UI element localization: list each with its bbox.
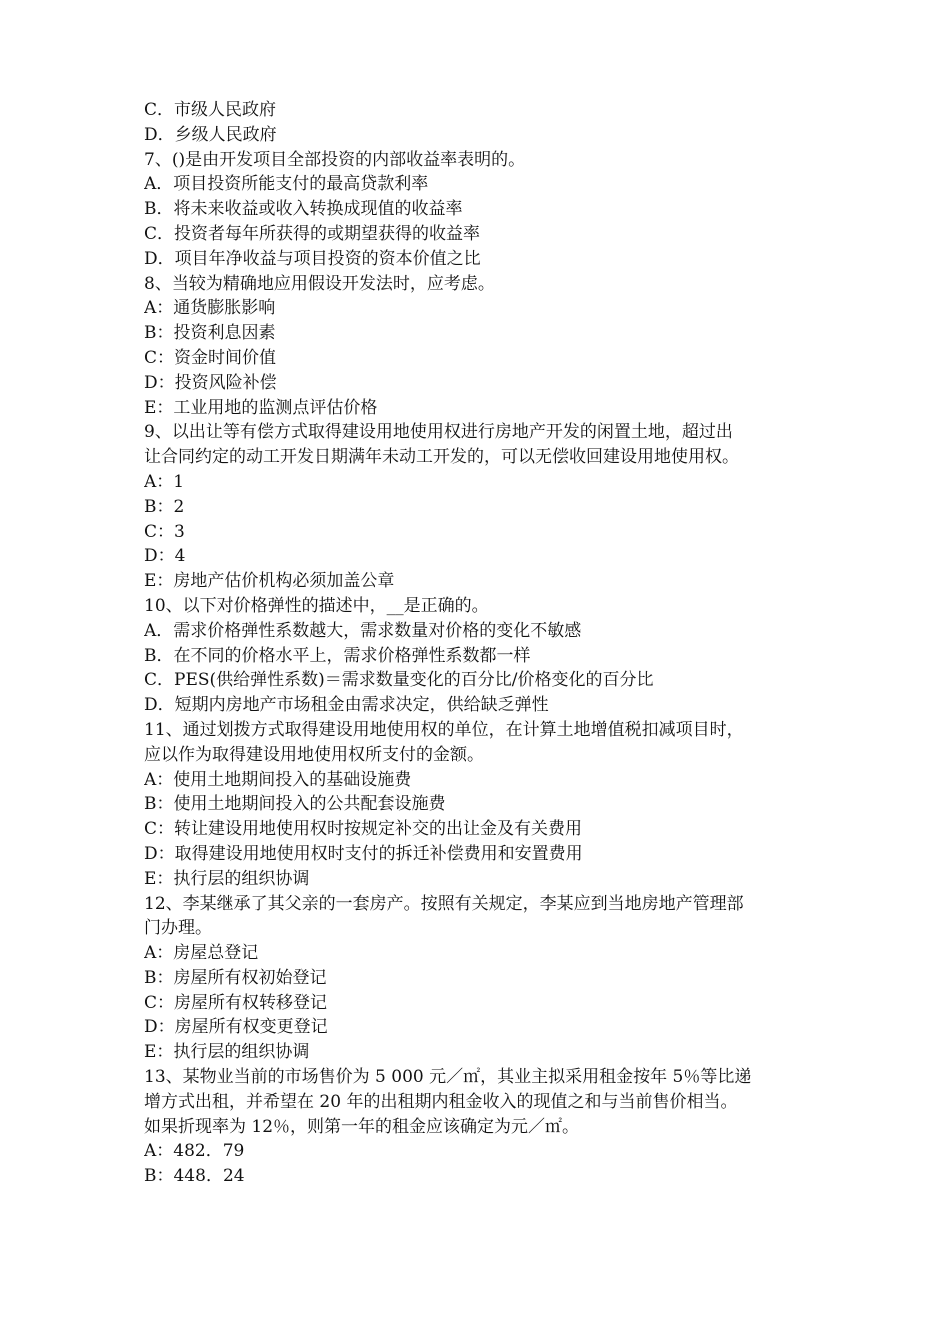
text-line: 12、李某继承了其父亲的一套房产。按照有关规定，李某应到当地房地产管理部 [144,893,744,914]
text-line: C：转让建设用地使用权时按规定补交的出让金及有关费用 [144,819,583,840]
text-line: C：3 [144,521,185,542]
text-line: A：房屋总登记 [144,943,259,964]
text-line: A：通货膨胀影响 [144,298,276,319]
text-line: B．将未来收益或收入转换成现值的收益率 [144,199,463,220]
text-line: 让合同约定的动工开发日期满年未动工开发的，可以无偿收回建设用地使用权。 [144,447,739,468]
text-line: 9、以出让等有偿方式取得建设用地使用权进行房地产开发的闲置土地，超过出 [144,422,733,443]
text-line: B．在不同的价格水平上，需求价格弹性系数都一样 [144,645,531,666]
text-line: 7、()是由开发项目全部投资的内部收益率表明的。 [144,149,526,170]
text-line: 应以作为取得建设用地使用权所支付的金额。 [144,744,484,765]
text-line: D．项目年净收益与项目投资的资本价值之比 [144,248,481,269]
text-line: E：工业用地的监测点评估价格 [144,397,378,418]
text-line: D．乡级人民政府 [144,124,277,145]
text-line: D．短期内房地产市场租金由需求决定，供给缺乏弹性 [144,695,549,716]
text-line: C：房屋所有权转移登记 [144,992,328,1013]
text-line: B：投资利息因素 [144,323,276,344]
text-line: E：执行层的组织协调 [144,1042,310,1063]
text-line: A：使用土地期间投入的基础设施费 [144,769,412,790]
text-line: 13、某物业当前的市场售价为 5 000 元／㎡，其业主拟采用租金按年 5％等比递 [144,1067,752,1088]
text-line: B：2 [144,496,185,517]
text-line: 10、以下对价格弹性的描述中，__是正确的。 [144,595,489,616]
text-line: C．PES(供给弹性系数)＝需求数量变化的百分比/价格变化的百分比 [144,670,654,691]
text-line: 如果折现率为 12％，则第一年的租金应该确定为元／㎡。 [144,1116,580,1137]
text-line: B：房屋所有权初始登记 [144,967,327,988]
text-line: 门办理。 [144,918,212,939]
text-line: C．投资者每年所获得的或期望获得的收益率 [144,223,481,244]
text-line: E：执行层的组织协调 [144,868,310,889]
text-line: C：资金时间价值 [144,347,277,368]
text-line: 增方式出租，并希望在 20 年的出租期内租金收入的现值之和与当前售价相当。 [144,1091,738,1112]
text-line: A．项目投资所能支付的最高贷款利率 [144,174,429,195]
text-line: B：448．24 [144,1166,245,1187]
text-line: E：房地产估价机构必须加盖公章 [144,571,395,592]
text-line: B：使用土地期间投入的公共配套设施费 [144,794,446,815]
text-line: A：482．79 [144,1141,245,1162]
document-page [144,98,814,1189]
text-line: A：1 [144,471,185,492]
text-line: C．市级人民政府 [144,100,277,120]
text-line: D：投资风险补偿 [144,372,277,393]
text-line: D：取得建设用地使用权时支付的拆迁补偿费用和安置费用 [144,843,583,864]
text-line: 11、通过划拨方式取得建设用地使用权的单位，在计算土地增值税扣减项目时， [144,719,744,740]
text-line: D：房屋所有权变更登记 [144,1017,328,1038]
text-line: D：4 [144,546,186,567]
text-line: A．需求价格弹性系数越大，需求数量对价格的变化不敏感 [144,620,582,641]
text-line: 8、当较为精确地应用假设开发法时，应考虑。 [144,273,495,294]
